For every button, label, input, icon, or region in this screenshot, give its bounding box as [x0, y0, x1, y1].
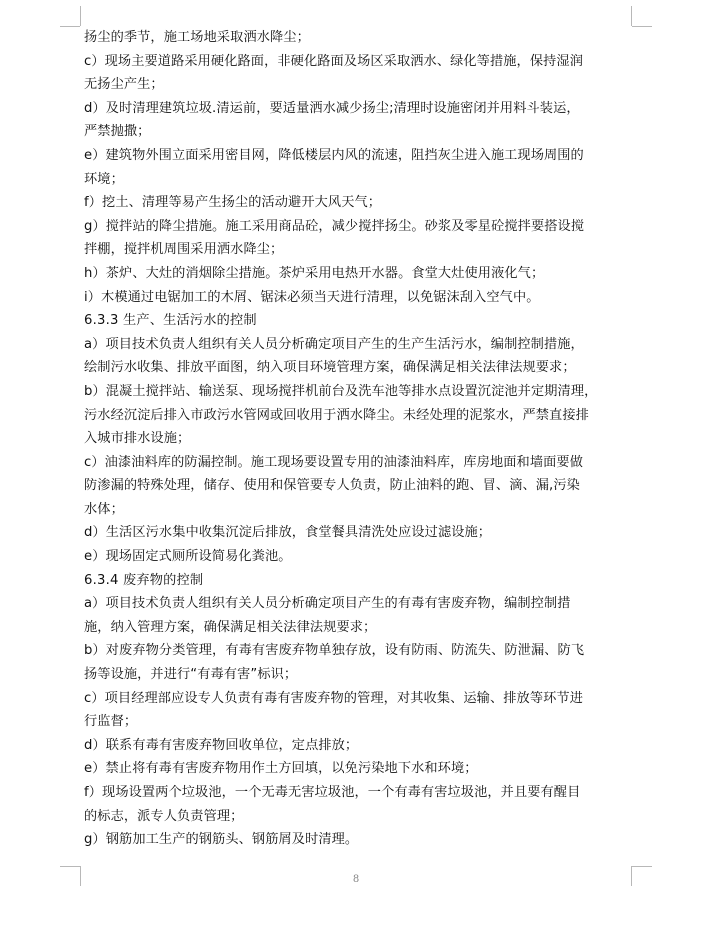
text-line: b）混凝土搅拌站、输送泵、现场搅拌机前台及洗车池等排水点设置沉淀池并定期清理，	[84, 383, 598, 399]
text-line: e）禁止将有毒有害废弃物用作土方回填，以免污染地下水和环境；	[84, 761, 478, 777]
text-line: c）现场主要道路采用硬化路面，非硬化路面及场区采取洒水、绿化等措施，保持湿润	[84, 53, 583, 69]
text-line: 扬尘的季节，施工场地采取洒水降尘；	[84, 30, 310, 45]
section-heading: 6.3.4 废弃物的控制	[84, 572, 204, 588]
text-line: 环境；	[84, 171, 124, 187]
page-number: 8	[352, 874, 360, 885]
crop-mark-top-left	[60, 26, 80, 27]
text-line: 拌棚，搅拌机周围采用洒水降尘；	[84, 242, 284, 258]
text-line: g）钢筋加工生产的钢筋头、钢筋屑及时清理。	[84, 832, 359, 848]
text-line: 扬等设施，并进行“有毒有害”标识；	[84, 667, 298, 683]
text-line: d）及时清理建筑垃圾.清运前，要适量洒水减少扬尘;清理时设施密闭并用料斗装运，	[84, 100, 580, 116]
text-line: 绘制污水收集、排放平面图，纳入项目环境管理方案，确保满足相关法律法规要求；	[84, 360, 576, 376]
text-line: c）项目经理部应设专人负责有毒有害废弃物的管理，对其收集、运输、排放等环节进	[84, 690, 583, 706]
text-line: 污水经沉淀后排入市政污水管网或回收用于洒水降尘。未经处理的泥浆水，严禁直接排	[84, 407, 589, 423]
text-line: e）建筑物外围立面采用密目网，降低楼层内风的流速，阻挡灰尘进入施工现场周围的	[84, 147, 584, 163]
text-line: h）茶炉、大灶的消烟除尘措施。茶炉采用电热开水器。食堂大灶使用液化气；	[84, 265, 545, 281]
text-line: a）项目技术负责人组织有关人员分析确定项目产生的有毒有害废弃物，编制控制措	[84, 596, 571, 612]
text-line: f）现场设置两个垃圾池，一个无毒无害垃圾池，一个有毒有害垃圾池，并且要有醒目	[84, 785, 581, 800]
crop-mark-top-left	[80, 6, 81, 26]
text-line: 严禁抛撒；	[84, 124, 151, 140]
text-line: i）木模通过电锯加工的木屑、锯沫必须当天进行清理，以免锯沫刮入空气中。	[84, 289, 540, 305]
text-line: 水体；	[84, 501, 124, 517]
crop-mark-bottom-right	[632, 866, 652, 867]
text-line: c）油漆油料库的防漏控制。施工现场要设置专用的油漆油料库，库房地面和墙面要做	[84, 454, 583, 470]
crop-mark-top-right	[632, 26, 652, 27]
text-line: 行监督；	[84, 714, 138, 730]
text-line: e）现场固定式厕所设简易化粪池。	[84, 549, 292, 565]
text-line: 的标志，派专人负责管理；	[84, 808, 244, 824]
crop-mark-bottom-left	[60, 866, 80, 867]
text-line: 施，纳入管理方案，确保满足相关法律法规要求；	[84, 619, 377, 635]
section-heading: 6.3.3 生产、生活污水的控制	[84, 313, 257, 329]
text-line: a）项目技术负责人组织有关人员分析确定项目产生的生产生活污水，编制控制措施，	[84, 336, 584, 352]
text-line: 无扬尘产生；	[84, 77, 164, 93]
crop-mark-top-right	[631, 6, 632, 26]
text-line: 入城市排水设施；	[84, 431, 191, 447]
text-line: d）联系有毒有害废弃物回收单位，定点排放；	[84, 737, 359, 753]
document-body	[84, 26, 629, 852]
text-line: f）挖土、清理等易产生扬尘的活动避开大风天气；	[84, 195, 382, 211]
text-line: b）对废弃物分类管理，有毒有害废弃物单独存放，设有防雨、防流失、防泄漏、防飞	[84, 643, 585, 659]
text-line: d）生活区污水集中收集沉淀后排放，食堂餐具清洗处应设过滤设施；	[84, 525, 492, 541]
text-line: 防渗漏的特殊处理，储存、使用和保管要专人负责，防止油料的跑、冒、滴、漏,污染	[84, 478, 580, 494]
text-line: g）搅拌站的降尘措施。施工采用商品砼，减少搅拌扬尘。砂浆及零星砼搅拌要搭设搅	[84, 218, 585, 234]
